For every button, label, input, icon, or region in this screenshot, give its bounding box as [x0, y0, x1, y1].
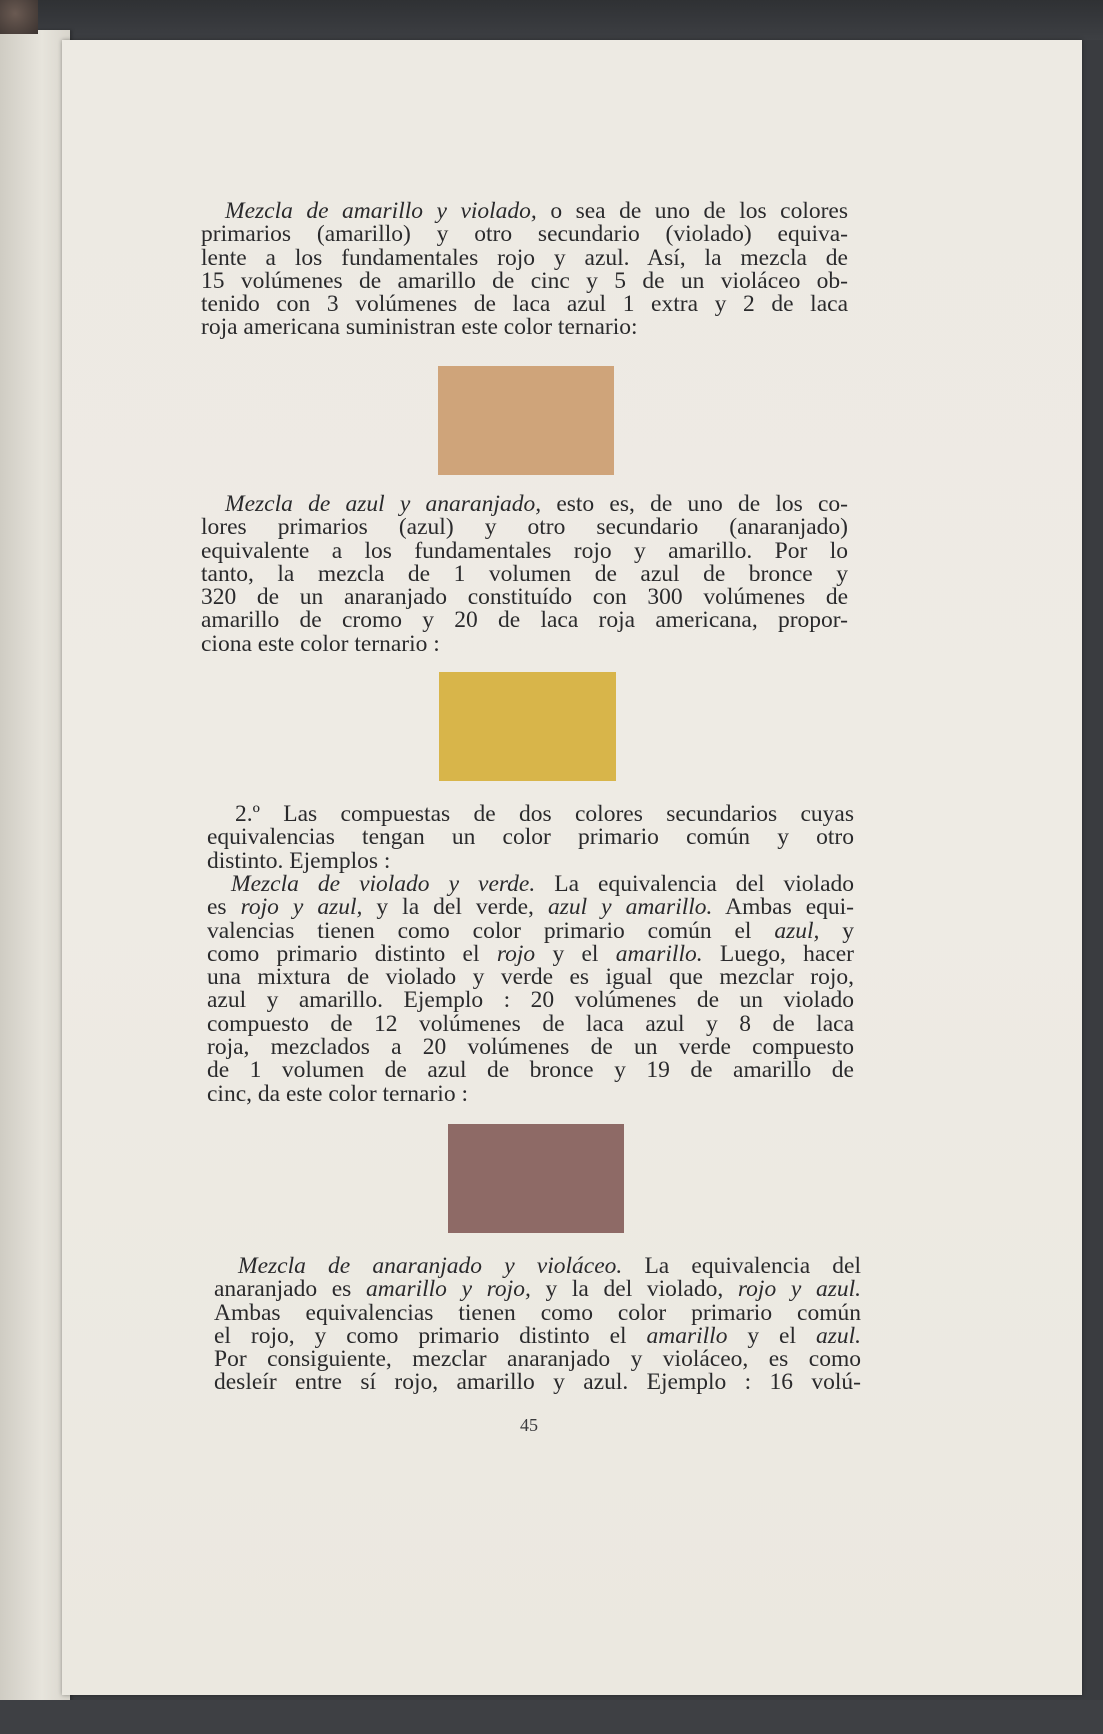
color-swatch-1 — [438, 366, 614, 475]
text-line — [207, 940, 854, 967]
text-line: Por consiguiente, mezclar anaranjado y violáceo, es como — [214, 1346, 861, 1373]
text-run: el rojo, y como primario distinto el — [214, 1322, 647, 1349]
scan-background-top — [0, 0, 1103, 40]
text-line: ciona este color ternario : — [201, 630, 440, 657]
paragraph-anaranjado-violaceo — [214, 1255, 861, 1395]
text-run: Luego, hacer — [702, 940, 854, 967]
italic-term: amarillo. — [615, 940, 703, 967]
italic-term: amarillo y rojo, — [365, 1276, 531, 1303]
text-line: equivalente a los fundamentales rojo y amarillo. Por lo — [201, 537, 848, 564]
italic-term: amarillo — [646, 1322, 728, 1349]
text-run: esto es, de uno de los co- — [541, 491, 848, 517]
text-run: La equivalencia del — [622, 1253, 862, 1279]
text-line: amarillo de cromo y 20 de laca roja americana, propor- — [201, 607, 848, 634]
italic-term: azul, — [774, 917, 820, 944]
text-line: de 1 volumen de azul de bronce y 19 de amarillo de — [207, 1057, 854, 1084]
text-line — [214, 1278, 861, 1301]
text-line: lores primarios (azul) y otro secundario (anaranjado) — [201, 514, 848, 541]
text-line: desleír entre sí rojo, amarillo y azul. Ejemplo : 16 volú- — [214, 1369, 861, 1396]
italic-term: Mezcla de azul y anaranjado, — [225, 491, 542, 517]
text-line: 320 de un anaranjado constituído con 300 volúmenes de — [201, 584, 848, 611]
paragraph-amarillo-violado — [201, 200, 848, 340]
italic-term: azul y amarillo. — [547, 894, 713, 921]
text-run: Ambas equi- — [712, 894, 855, 921]
book-spine — [0, 30, 70, 1705]
text-line: lente a los fundamentales rojo y azul. Así, la mezcla de — [201, 244, 848, 271]
text-line: compuesto de 12 volúmenes de laca azul y 8 de laca — [207, 1010, 854, 1037]
text-run: y la del verde, — [362, 894, 548, 921]
text-run: y el — [535, 940, 616, 967]
text-line: 15 volúmenes de amarillo de cinc y 5 de un violáceo ob- — [201, 267, 848, 294]
page-number: 45 — [520, 1415, 538, 1435]
text-line: cinc, da este color ternario : — [207, 1080, 468, 1107]
text-line: distinto. Ejemplos : — [207, 847, 391, 874]
text-run: y el — [727, 1322, 816, 1349]
text-line — [214, 1322, 861, 1349]
text-run: y la del violado, — [530, 1276, 738, 1303]
text-line: tanto, la mezcla de 1 volumen de azul de bronce y — [201, 560, 848, 587]
text-line — [207, 896, 854, 919]
text-line: primarios (amarillo) y otro secundario (violado) equiva- — [201, 221, 848, 248]
text-line — [214, 1255, 861, 1278]
text-run: o sea de uno de los colores — [536, 198, 848, 224]
color-swatch-2 — [439, 672, 616, 781]
italic-term: rojo y azul, — [240, 894, 363, 921]
scan-background-bottom — [0, 1700, 1103, 1734]
italic-term: rojo y azul. — [737, 1276, 861, 1303]
book-corner — [0, 0, 38, 34]
text-line — [207, 873, 854, 896]
italic-term: rojo — [496, 940, 536, 967]
text-line — [201, 200, 848, 223]
text-run: es — [207, 894, 241, 921]
text-line: Ambas equivalencias tienen como color primario común — [214, 1299, 861, 1326]
text-line: una mixtura de violado y verde es igual que mezclar rojo, — [207, 964, 854, 991]
color-swatch-3 — [448, 1124, 624, 1233]
paragraph-compuestas-secundarios — [207, 803, 854, 873]
italic-term: azul. — [815, 1322, 861, 1349]
paragraph-violado-verde — [207, 873, 854, 1106]
italic-term: Mezcla de anaranjado y violáceo. — [238, 1253, 623, 1279]
text-line: roja, mezclados a 20 volúmenes de un verde compuesto — [207, 1034, 854, 1061]
text-line: tenido con 3 volúmenes de laca azul 1 extra y 2 de laca — [201, 291, 848, 318]
text-run: valencias tienen como color primario común el — [207, 917, 775, 944]
text-line: equivalencias tengan un color primario común y otro — [207, 824, 854, 851]
text-line: azul y amarillo. Ejemplo : 20 volúmenes de un violado — [207, 987, 854, 1014]
text-run: como primario distinto el — [207, 940, 497, 967]
text-run: anaranjado es — [214, 1276, 366, 1303]
text-line — [201, 493, 848, 516]
text-line — [207, 917, 854, 944]
paragraph-azul-anaranjado — [201, 493, 848, 656]
text-line: roja americana suministran este color ternario: — [201, 314, 638, 341]
italic-term: Mezcla de amarillo y violado, — [225, 198, 537, 224]
text-run: y — [819, 917, 854, 944]
text-run: La equivalencia del violado — [535, 871, 854, 897]
text-line: 2.º Las compuestas de dos colores secundarios cuyas — [235, 801, 854, 827]
italic-term: Mezcla de violado y verde. — [231, 871, 536, 897]
